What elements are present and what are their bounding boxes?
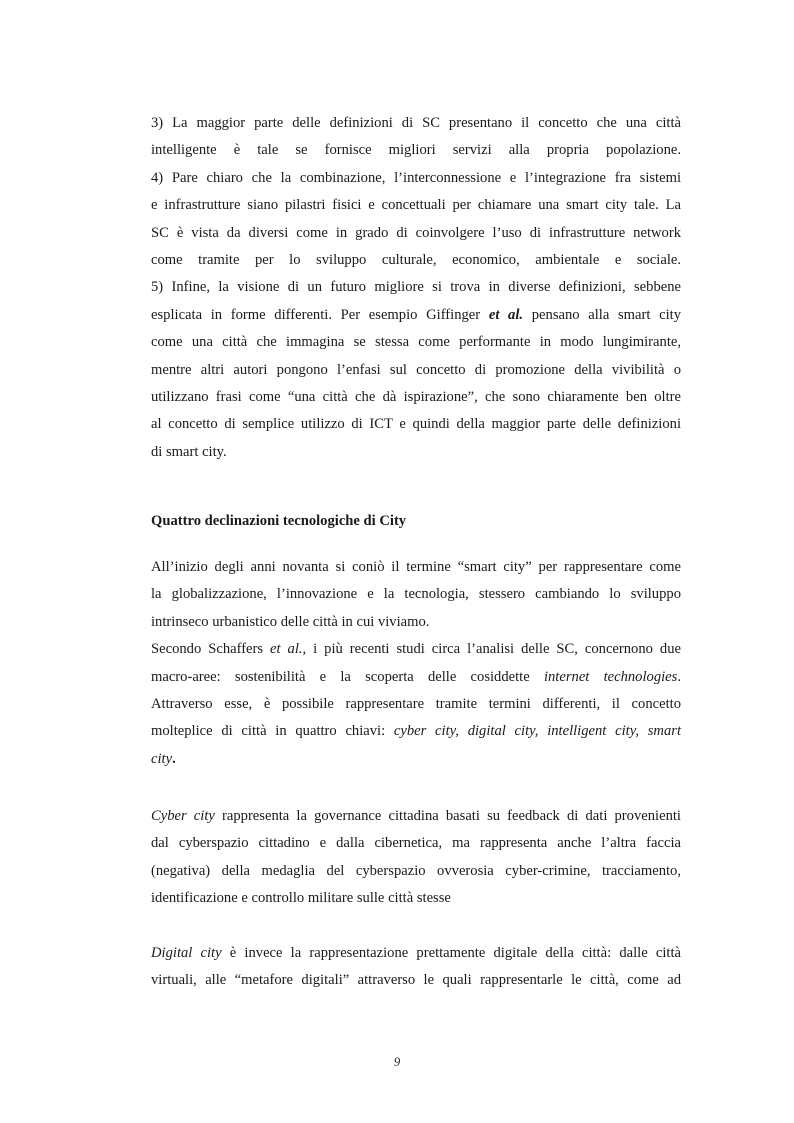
text-line <box>151 718 681 745</box>
emphasized-text: cyber city, digital city, intelligent city, smart <box>393 723 681 740</box>
text-run: rappresenta la governance cittadina basati su feedback di dati provenienti <box>214 808 681 824</box>
text-run: identificazione e controllo militare sulle città stesse <box>151 890 451 907</box>
text-run: come tramite per lo sviluppo culturale, economico, ambientale e sociale. <box>151 251 681 268</box>
paragraph-cyber-city <box>151 803 681 913</box>
text-line <box>151 967 681 994</box>
text-line <box>151 940 681 967</box>
text-run: Attraverso esse, è possibile rappresentare tramite termini differenti, il concetto <box>151 695 681 712</box>
text-run: e infrastrutture siano pilastri fisici e concettuali per chiamare una smart city tale. La <box>151 197 681 214</box>
text-run: macro-aree: sostenibilità e la scoperta delle cosiddette <box>151 668 544 685</box>
text-run: utilizzano frasi come “una città che dà ispirazione”, che sono chiaramente ben oltre <box>151 388 681 405</box>
text-run: pensano alla smart city <box>523 306 681 323</box>
text-line <box>151 411 681 438</box>
text-line <box>151 636 681 663</box>
text-line <box>151 302 681 329</box>
text-line <box>151 554 681 581</box>
text-run: SC è vista da diversi come in grado di coinvolgere l’uso di infrastrutture network <box>151 224 681 241</box>
text-line <box>151 220 681 247</box>
text-run: (negativa) della medaglia del cyberspazio ovverosia cyber-crimine, tracciamento, <box>151 862 681 879</box>
text-line <box>151 664 681 691</box>
text-line <box>151 746 681 773</box>
text-run: 4) Pare chiaro che la combinazione, l’interconnessione e l’integrazione fra sistemi <box>151 169 681 186</box>
text-line <box>151 439 681 466</box>
paragraph-digital-city <box>151 940 681 995</box>
text-line <box>151 329 681 356</box>
text-run: . <box>677 668 681 685</box>
text-line <box>151 803 681 830</box>
text-line <box>151 357 681 384</box>
text-line <box>151 165 681 192</box>
paragraph-definitions <box>151 110 681 466</box>
text-line <box>151 581 681 608</box>
text-line <box>151 885 681 912</box>
text-run: la globalizzazione, l’innovazione e la tecnologia, stessero cambiando lo sviluppo <box>151 586 681 603</box>
text-line <box>151 858 681 885</box>
text-run: è invece la rappresentazione prettamente digitale della città: dalle città <box>221 945 681 961</box>
emphasized-text: internet technologies <box>543 668 678 685</box>
text-run: come una città che immagina se stessa come performante in modo lungimirante, <box>151 334 681 351</box>
emphasized-text: Digital city <box>151 945 222 961</box>
section-heading: Quattro declinazioni tecnologiche di City <box>151 513 407 529</box>
emphasized-text: Cyber city <box>151 808 215 824</box>
text-run: esplicata in forme differenti. Per esempio Giffinger <box>151 306 489 323</box>
text-line <box>151 192 681 219</box>
text-line <box>151 247 681 274</box>
text-run: molteplice di città in quattro chiavi: <box>151 723 394 740</box>
text-run: di smart city. <box>151 443 227 460</box>
text-run: intelligente è tale se fornisce migliori servizi alla propria popolazione. <box>151 142 681 159</box>
emphasized-text: city <box>151 750 173 767</box>
text-line <box>151 110 681 137</box>
text-run: Secondo Schaffers <box>151 641 271 658</box>
text-run: , i più recenti studi circa l’analisi delle SC, concernono due <box>302 641 681 658</box>
text-run: mentre altri autori pongono l’enfasi sul concetto di promozione della vivibilità o <box>151 361 681 378</box>
text-run: 3) La maggior parte delle definizioni di SC presentano il concetto che una città <box>151 115 681 131</box>
text-run: al concetto di semplice utilizzo di ICT e quindi della maggior parte delle definizioni <box>151 416 681 433</box>
text-run: All’inizio degli anni novanta si coniò il termine “smart city” per rappresentare come <box>151 559 681 575</box>
text-line <box>151 384 681 411</box>
text-run: 5) Infine, la visione di un futuro migliore si trova in diverse definizioni, sebbene <box>151 279 681 296</box>
emphasized-text: . <box>172 750 176 767</box>
text-line <box>151 609 681 636</box>
text-line <box>151 830 681 857</box>
text-line <box>151 137 681 164</box>
emphasized-text: et al. <box>488 306 524 323</box>
text-run: intrinseco urbanistico delle città in cui viviamo. <box>151 613 430 630</box>
text-line <box>151 691 681 718</box>
emphasized-text: et al. <box>270 641 303 658</box>
text-run: virtuali, alle “metafore digitali” attraverso le quali rappresentarle le città, come ad <box>151 972 681 989</box>
text-run: dal cyberspazio cittadino e dalla cibernetica, ma rappresenta anche l’altra faccia <box>151 835 681 852</box>
paragraph-intro <box>151 554 681 773</box>
text-line <box>151 274 681 301</box>
page-number: 9 <box>393 1055 401 1069</box>
